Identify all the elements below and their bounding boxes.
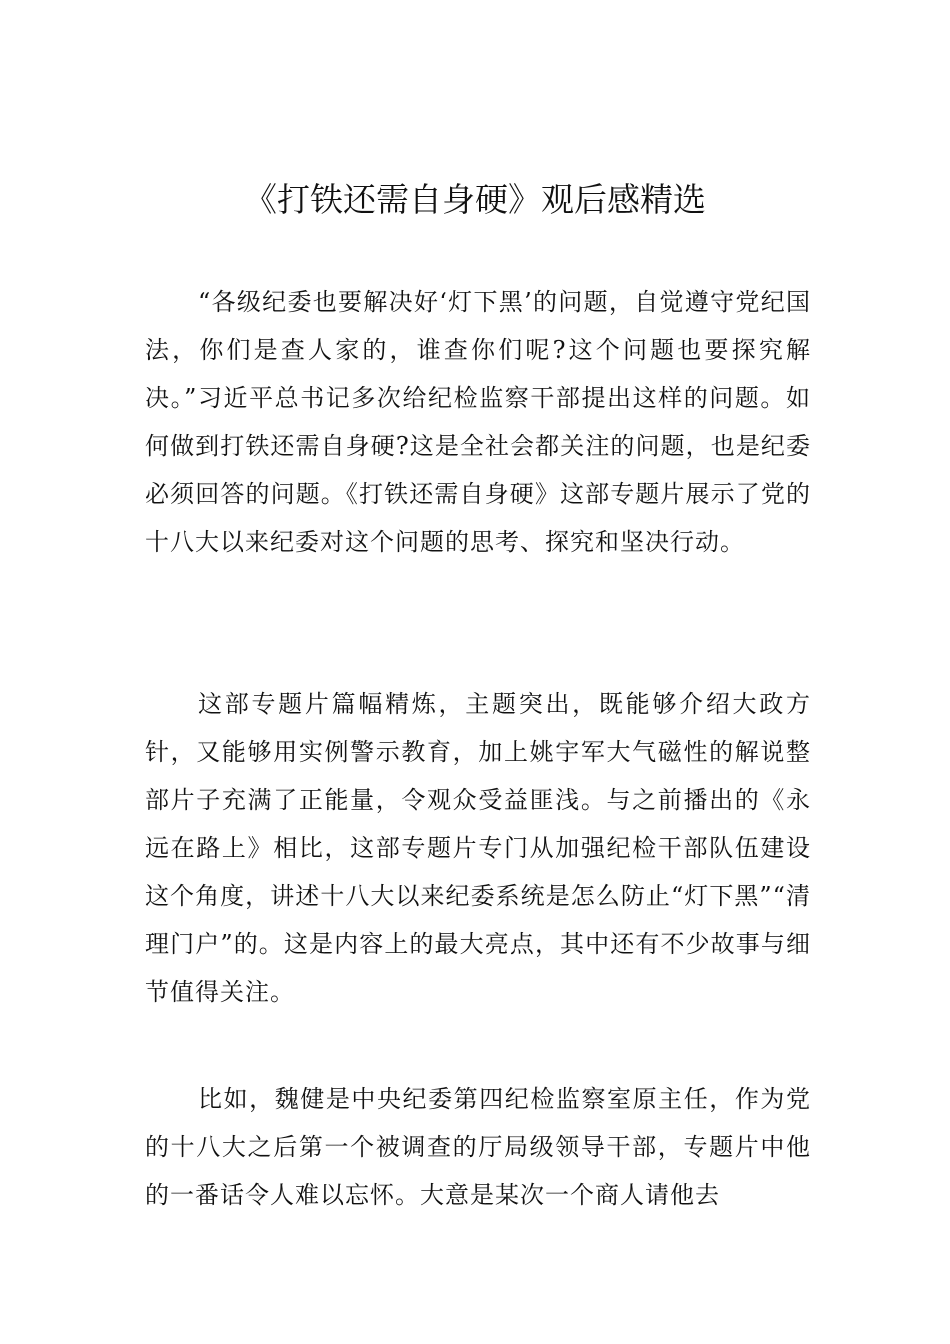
paragraph-1: “各级纪委也要解决好‘灯下黑’的问题，自觉遵守党纪国法，你们是查人家的，谁查你们呢?这个问题也要探究解决。”习近平总书记多次给纪检监察干部提出这样的问题。如何做到打铁还需自身硬?这是全社会都关注的问题，也是纪委必须回答的问题。《打铁还需自身硬》这部专题片展示了党的十八大以来纪委对这个问题的思考、探究和坚决行动。 — [145, 288, 811, 556]
paragraph-3: 比如，魏健是中央纪委第四纪检监察室原主任，作为党的十八大之后第一个被调查的厅局级领导干部，专题片中他的一番话令人难以忘怀。大意是某次一个商人请他去 — [145, 1085, 811, 1209]
paragraph-2: 这部专题片篇幅精炼，主题突出，既能够介绍大政方针，又能够用实例警示教育，加上姚宇军大气磁性的解说整部片子充满了正能量，令观众受益匪浅。与之前播出的《永远在路上》相比，这部专题片专门从加强纪检干部队伍建设这个角度，讲述十八大以来纪委系统是怎么防止“灯下黑”“清理门户”的。这是内容上的最大亮点，其中还有不少故事与细节值得关注。 — [145, 690, 811, 1006]
document-title: 《打铁还需自身硬》观后感精选 — [244, 180, 706, 219]
